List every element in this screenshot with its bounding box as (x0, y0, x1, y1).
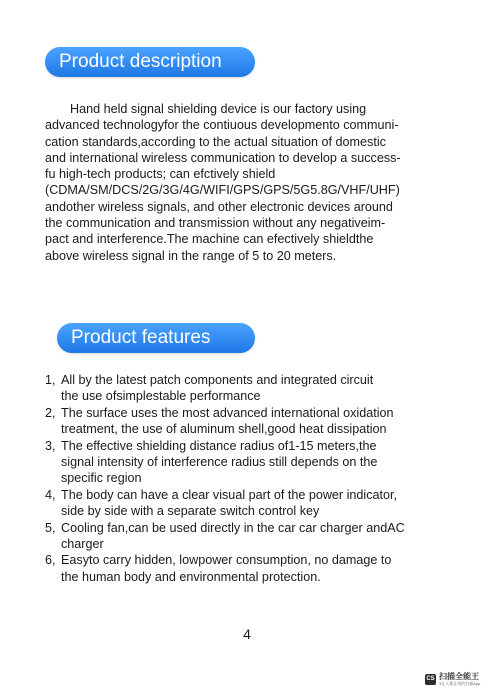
feature-item (45, 520, 475, 553)
paragraph-line: pact and interference.The machine can efectively shieldthe (45, 232, 374, 247)
section-title: Product description (59, 51, 222, 72)
paragraph-line: advanced technologyfor the contiuous developmento communi- (45, 118, 399, 133)
feature-text: signal intensity of interference radius still depends on the (61, 455, 378, 470)
feature-text: charger (61, 537, 104, 552)
paragraph-line: Hand held signal shielding device is our factory using (70, 102, 367, 116)
feature-item (45, 372, 475, 405)
feature-text: the human body and environmental protection. (61, 569, 321, 584)
page-number: 4 (243, 626, 251, 642)
section-title: Product features (71, 327, 211, 348)
scanner-app-watermark (425, 672, 480, 686)
feature-text: The surface uses the most advanced international oxidation (61, 405, 394, 420)
feature-text: The body can have a clear visual part of the power indicator, (61, 487, 398, 502)
feature-text: All by the latest patch components and integrated circuit (61, 373, 374, 387)
feature-number: 4, (45, 487, 56, 502)
feature-number: 6, (45, 553, 56, 568)
feature-number: 2, (45, 405, 56, 420)
feature-text: Easyto carry hidden, lowpower consumption, no damage to (61, 553, 392, 568)
watermark-subtitle: 3亿人都在用的扫描App (439, 681, 481, 686)
feature-text: treatment, the use of aluminum shell,good heat dissipation (61, 422, 387, 437)
feature-item (45, 552, 475, 585)
feature-text: Cooling fan,can be used directly in the car car charger andAC (61, 520, 405, 535)
feature-text: specific region (61, 471, 142, 486)
feature-item (45, 487, 475, 520)
feature-number: 5, (45, 520, 56, 535)
feature-item (45, 405, 475, 438)
feature-text: side by side with a separate switch control key (61, 504, 320, 519)
paragraph-line: the communication and transmission without any negativeim- (45, 216, 386, 231)
feature-text: The effective shielding distance radius of1-15 meters,the (61, 438, 377, 453)
feature-number: 3, (45, 438, 56, 453)
feature-text: the use ofsimplestable performance (61, 389, 261, 404)
paragraph-line: above wireless signal in the range of 5 to 20 meters. (45, 248, 337, 263)
camscanner-logo-icon: CS (425, 674, 436, 685)
paragraph-line: cation standards,according to the actual situation of domestic (45, 134, 386, 149)
feature-number: 1, (45, 373, 56, 387)
section-header-product-features (57, 323, 255, 353)
watermark-title: 扫描全能王 (439, 672, 479, 681)
product-description-paragraph (45, 101, 465, 264)
paragraph-line: andother wireless signals, and other electronic devices around (45, 199, 393, 214)
paragraph-line: fu high-tech products; can efctively shield (45, 167, 276, 182)
product-features-list (45, 372, 475, 585)
section-header-product-description (45, 47, 255, 77)
paragraph-line: and international wireless communication to develop a success- (45, 150, 401, 165)
feature-item (45, 438, 475, 487)
paragraph-line: (CDMA/SM/DCS/2G/3G/4G/WIFI/GPS/GPS/5G5.8G/VHF/UHF) (45, 183, 400, 198)
